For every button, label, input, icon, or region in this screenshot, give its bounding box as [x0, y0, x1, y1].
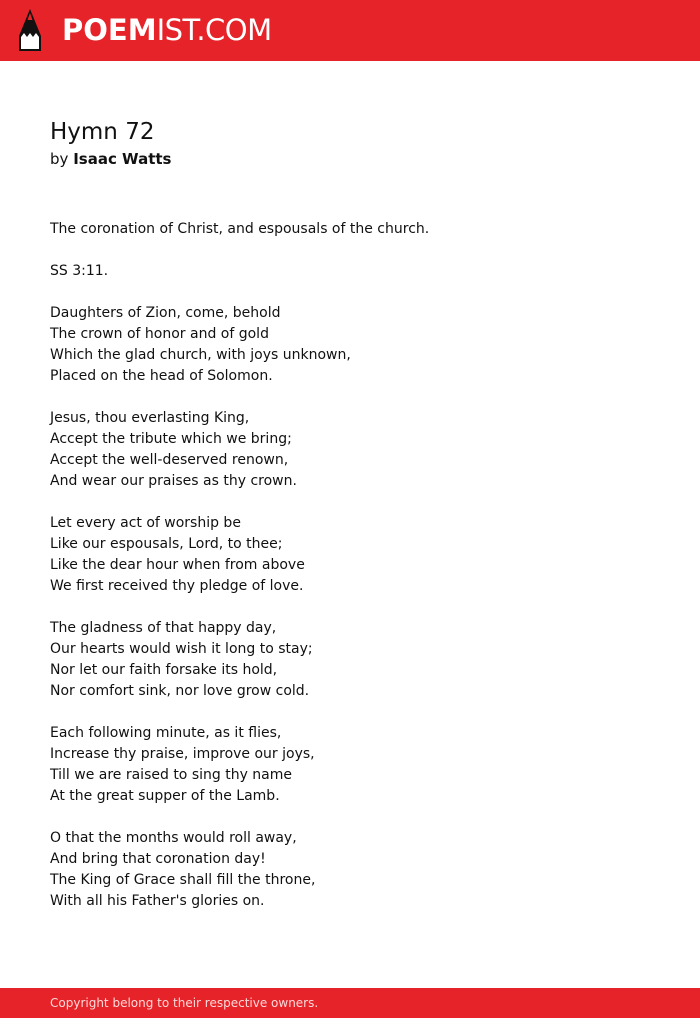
- site-header: [0, 0, 700, 61]
- poem-author: Isaac Watts: [73, 150, 172, 168]
- poem-line: Accept the well-deserved renown,: [50, 452, 289, 468]
- poem-line: Placed on the head of Solomon.: [50, 368, 273, 384]
- poem-line: Nor let our faith forsake its hold,: [50, 662, 278, 678]
- site-footer: [0, 988, 700, 1018]
- poem-line: And wear our praises as thy crown.: [50, 473, 297, 489]
- poem-line: At the great supper of the Lamb.: [50, 788, 280, 804]
- poem-line: The coronation of Christ, and espousals of the church.: [50, 221, 430, 237]
- copyright-text: Copyright belong to their respective owners.: [50, 996, 319, 1010]
- poem-line: O that the months would roll away,: [50, 830, 297, 846]
- poem-line: Nor comfort sink, nor love grow cold.: [50, 683, 310, 699]
- poem-byline: [50, 149, 171, 169]
- logo-light-text: IST.COM: [156, 13, 272, 47]
- poem-line: Which the glad church, with joys unknown,: [50, 347, 351, 363]
- poem-line: With all his Father's glories on.: [50, 893, 265, 909]
- poem-line: Let every act of worship be: [50, 515, 241, 531]
- poem-line: Like our espousals, Lord, to thee;: [50, 536, 283, 552]
- poem-line: The King of Grace shall fill the throne,: [50, 872, 316, 888]
- poem-line: Our hearts would wish it long to stay;: [50, 641, 313, 657]
- poem-line: We first received thy pledge of love.: [50, 578, 304, 594]
- poem-stanza: [50, 408, 650, 492]
- poem-stanza: [50, 618, 650, 702]
- poem-stanza: [50, 513, 650, 597]
- poem-line: And bring that coronation day!: [50, 851, 266, 867]
- poem-line: The gladness of that happy day,: [50, 620, 277, 636]
- poem-line: Till we are raised to sing thy name: [50, 767, 293, 783]
- poem-line: Increase thy praise, improve our joys,: [50, 746, 315, 762]
- poem-stanza: [50, 303, 650, 387]
- poem-line: Each following minute, as it flies,: [50, 725, 282, 741]
- poem-title: Hymn 72: [50, 119, 155, 145]
- logo-bold-text: POEM: [62, 13, 157, 47]
- poem-line: The crown of honor and of gold: [50, 326, 269, 342]
- poem-body: [50, 219, 650, 933]
- site-logo-link[interactable]: [62, 12, 272, 48]
- poem-stanza: [50, 828, 650, 912]
- poem-line: Daughters of Zion, come, behold: [50, 305, 281, 321]
- pencil-tip-icon[interactable]: [17, 9, 43, 51]
- poem-line: Jesus, thou everlasting King,: [50, 410, 250, 426]
- poem-line: Accept the tribute which we bring;: [50, 431, 292, 447]
- poem-stanza: [50, 723, 650, 807]
- poem-stanza: [50, 261, 650, 282]
- poem-line: SS 3:11.: [50, 263, 109, 279]
- poem-line: Like the dear hour when from above: [50, 557, 305, 573]
- poem-stanza: [50, 219, 650, 240]
- by-label: by: [50, 150, 69, 168]
